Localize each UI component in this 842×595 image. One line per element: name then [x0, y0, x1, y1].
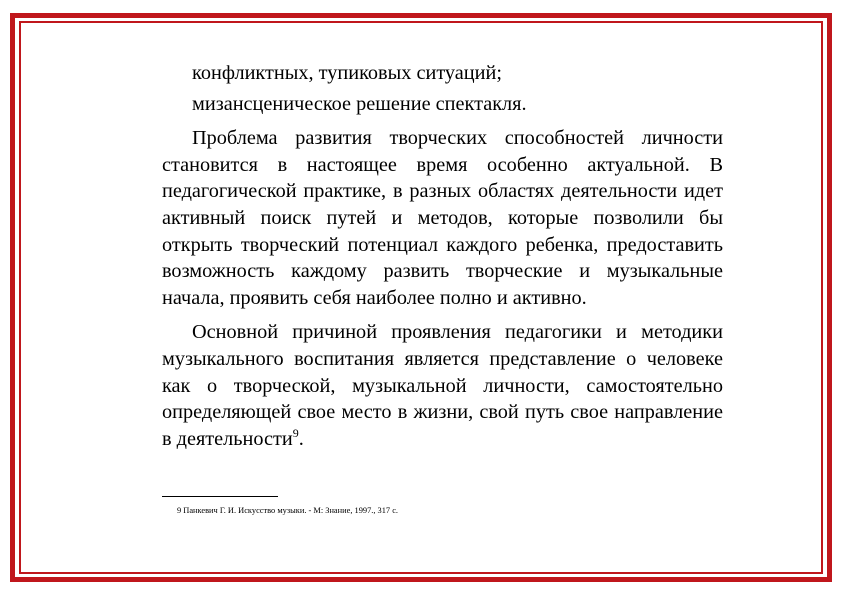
- paragraph-creativity: Проблема развития творческих способностей личности становится в настоящее время особенно актуальной. В педагогической практике, в разных областях деятельности идет активный поиск путей и методов, которые позволили бы открыть творческий потенциал каждого ребенка, предоставить возможность каждому развить творческие и музыкальные начала, проявить себя наиболее полно и активно.: [162, 127, 723, 309]
- footnote: [177, 505, 398, 516]
- page-body: [162, 60, 723, 452]
- footnote-separator: [162, 496, 278, 497]
- footnote-text: Панкевич Г. И. Искусство музыки. - М: Знание, 1997., 317 с.: [183, 506, 399, 515]
- paragraph-music-education: Основной причиной проявления педагогики и методики музыкального воспитания является представление о человеке как о творческой, музыкальной личности, самостоятельно определяющей свое место в жизни, свой путь свое направление в деятельности$^9$.: [162, 321, 723, 450]
- list-line: мизансценическое решение спектакля.: [192, 92, 527, 115]
- footnote-number: 9: [177, 506, 182, 515]
- list-line: конфликтных, тупиковых ситуаций;: [192, 62, 502, 84]
- footnote-reference[interactable]: 9: [292, 425, 299, 440]
- paragraph-text: Основной причиной проявления педагогики и методики музыкального воспитания является представление о человеке как о творческой, музыкальной личности, самостоятельно определяющей свое место в жизни, свой путь свое направление в деятельности: [162, 321, 723, 450]
